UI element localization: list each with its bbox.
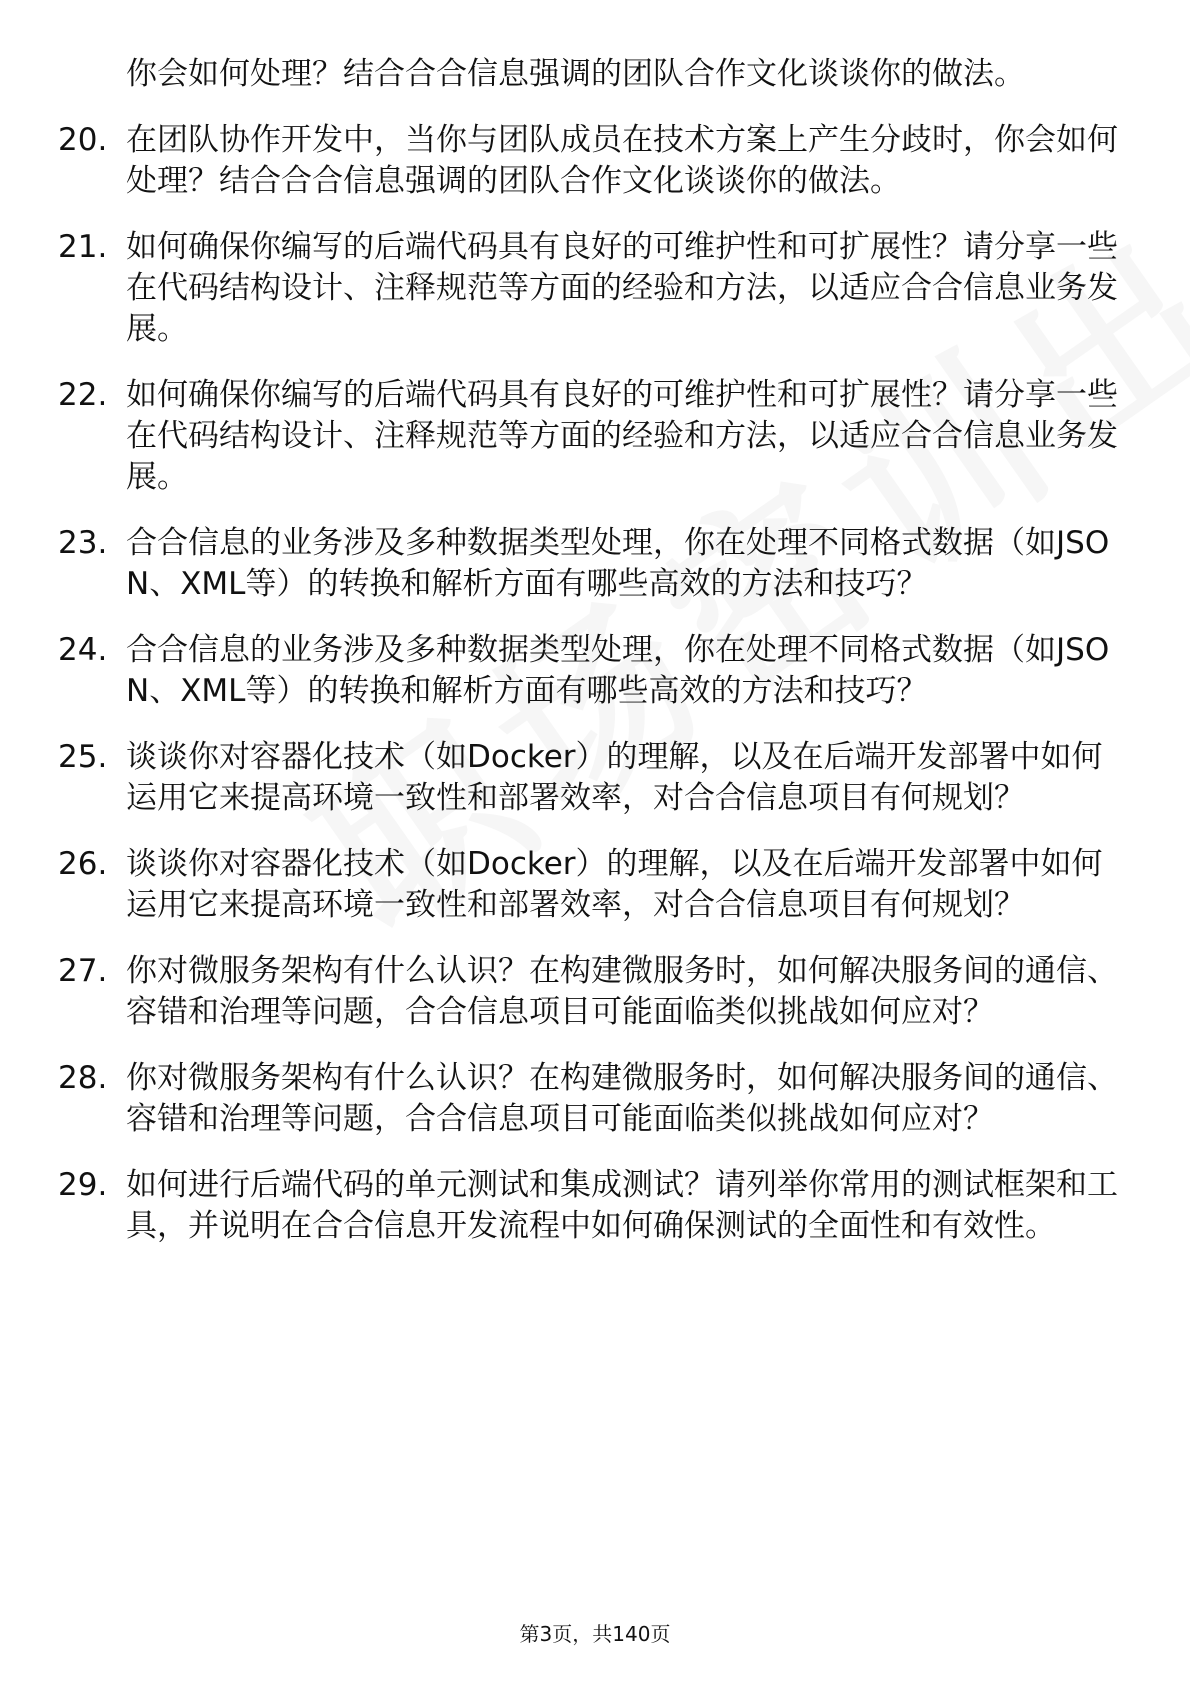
item-text: 如何进行后端代码的单元测试和集成测试？请列举你常用的测试框架和工具，并说明在合合信息开发流程中如何确保测试的全面性和有效性。 [126, 1167, 1118, 1244]
list-item [58, 375, 1118, 498]
item-number: 28. [58, 1060, 108, 1096]
item-number: 25. [58, 739, 108, 775]
item-text: 你对微服务架构有什么认识？在构建微服务时，如何解决服务间的通信、容错和治理等问题，合合信息项目可能面临类似挑战如何应对？ [126, 1060, 1118, 1137]
item-text: 你对微服务架构有什么认识？在构建微服务时，如何解决服务间的通信、容错和治理等问题，合合信息项目可能面临类似挑战如何应对？ [126, 953, 1118, 1030]
list-item [58, 1058, 1118, 1140]
item-text: 谈谈你对容器化技术（如Docker）的理解，以及在后端开发部署中如何运用它来提高环境一致性和部署效率，对合合信息项目有何规划？ [126, 739, 1103, 816]
list-item [58, 1165, 1118, 1247]
item-text: 合合信息的业务涉及多种数据类型处理，你在处理不同格式数据（如JSON、XML等）的转换和解析方面有哪些高效的方法和技巧？ [126, 525, 1110, 602]
list-item [58, 737, 1118, 819]
item-number: 21. [58, 229, 108, 265]
item-text: 你会如何处理？结合合合信息强调的团队合作文化谈谈你的做法。 [126, 56, 1025, 92]
list-item [58, 54, 1118, 95]
item-number: 20. [58, 122, 108, 158]
list-item [58, 844, 1118, 926]
list-item [58, 120, 1118, 202]
item-text: 如何确保你编写的后端代码具有良好的可维护性和可扩展性？请分享一些在代码结构设计、注释规范等方面的经验和方法，以适应合合信息业务发展。 [126, 229, 1118, 347]
page-footer: 第3页，共140页 [519, 1622, 671, 1646]
list-item [58, 523, 1118, 605]
list-item [58, 951, 1118, 1033]
item-number: 29. [58, 1167, 108, 1203]
item-number: 22. [58, 377, 108, 413]
item-number: 24. [58, 632, 108, 668]
item-text: 谈谈你对容器化技术（如Docker）的理解，以及在后端开发部署中如何运用它来提高环境一致性和部署效率，对合合信息项目有何规划？ [126, 846, 1103, 923]
list-item [58, 227, 1118, 350]
item-text: 如何确保你编写的后端代码具有良好的可维护性和可扩展性？请分享一些在代码结构设计、注释规范等方面的经验和方法，以适应合合信息业务发展。 [126, 377, 1118, 495]
item-number: 27. [58, 953, 108, 989]
item-number: 23. [58, 525, 108, 561]
item-text: 在团队协作开发中，当你与团队成员在技术方案上产生分歧时，你会如何处理？结合合合信息强调的团队合作文化谈谈你的做法。 [126, 122, 1118, 199]
question-list [58, 54, 1118, 1272]
item-number: 26. [58, 846, 108, 882]
list-item [58, 630, 1118, 712]
item-text: 合合信息的业务涉及多种数据类型处理，你在处理不同格式数据（如JSON、XML等）的转换和解析方面有哪些高效的方法和技巧？ [126, 632, 1110, 709]
